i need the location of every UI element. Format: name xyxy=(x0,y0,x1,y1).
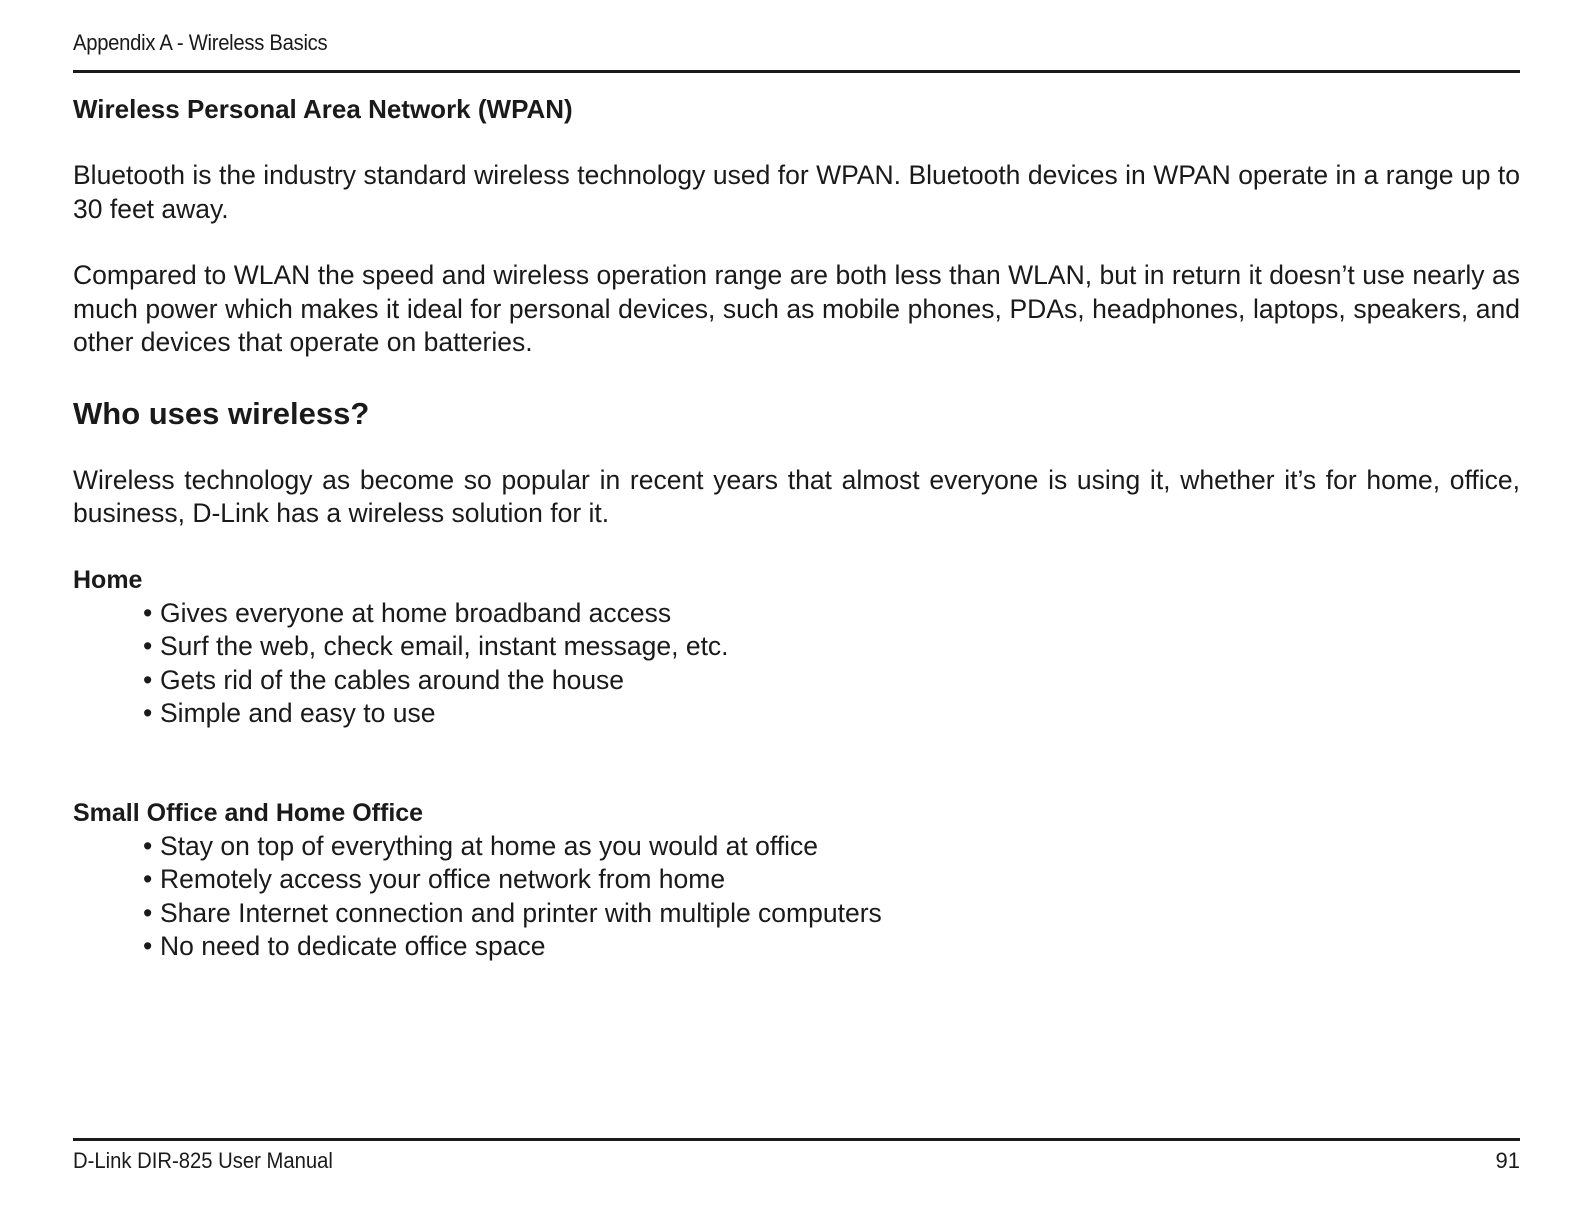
list-item: • No need to dedicate office space xyxy=(143,931,546,961)
list-item: • Gets rid of the cables around the house xyxy=(143,664,625,695)
list-item: • Remotely access your office network from home xyxy=(143,864,726,894)
header-rule xyxy=(73,70,1520,73)
soho-list xyxy=(73,830,1520,964)
list-item: • Gives everyone at home broadband access xyxy=(143,597,672,628)
home-list xyxy=(73,597,1520,731)
wpan-paragraph-2: Compared to WLAN the speed and wireless operation range are both less than WLAN, but in return it doesn’t use nearly as much power which makes it ideal for personal devices, such as mobile phones, PDAs, headphones, laptops, speakers, and other devices that operate on batteries. xyxy=(73,260,1520,357)
manual-page xyxy=(73,0,1520,1224)
page-content xyxy=(73,92,1520,964)
footer-rule xyxy=(73,1138,1520,1141)
home-heading: Home xyxy=(73,565,143,594)
page-number: 91 xyxy=(1495,1148,1520,1173)
running-header: Appendix A - Wireless Basics xyxy=(73,30,328,55)
list-item: • Share Internet connection and printer with multiple computers xyxy=(143,897,882,928)
list-item: • Stay on top of everything at home as you would at office xyxy=(143,830,818,861)
wpan-heading: Wireless Personal Area Network (WPAN) xyxy=(73,94,573,124)
soho-heading: Small Office and Home Office xyxy=(73,798,424,827)
who-uses-paragraph: Wireless technology as become so popular in recent years that almost everyone is using it, whether it’s for home, office, business, D-Link has a wireless solution for it. xyxy=(73,464,1520,528)
list-item: • Simple and easy to use xyxy=(143,698,436,728)
who-uses-heading: Who uses wireless? xyxy=(73,395,370,431)
footer-manual-title: D-Link DIR-825 User Manual xyxy=(73,1148,333,1173)
list-item: • Surf the web, check email, instant message, etc. xyxy=(143,631,729,661)
wpan-paragraph-1: Bluetooth is the industry standard wireless technology used for WPAN. Bluetooth devices in WPAN operate in a range up to 30 feet away. xyxy=(73,160,1520,224)
